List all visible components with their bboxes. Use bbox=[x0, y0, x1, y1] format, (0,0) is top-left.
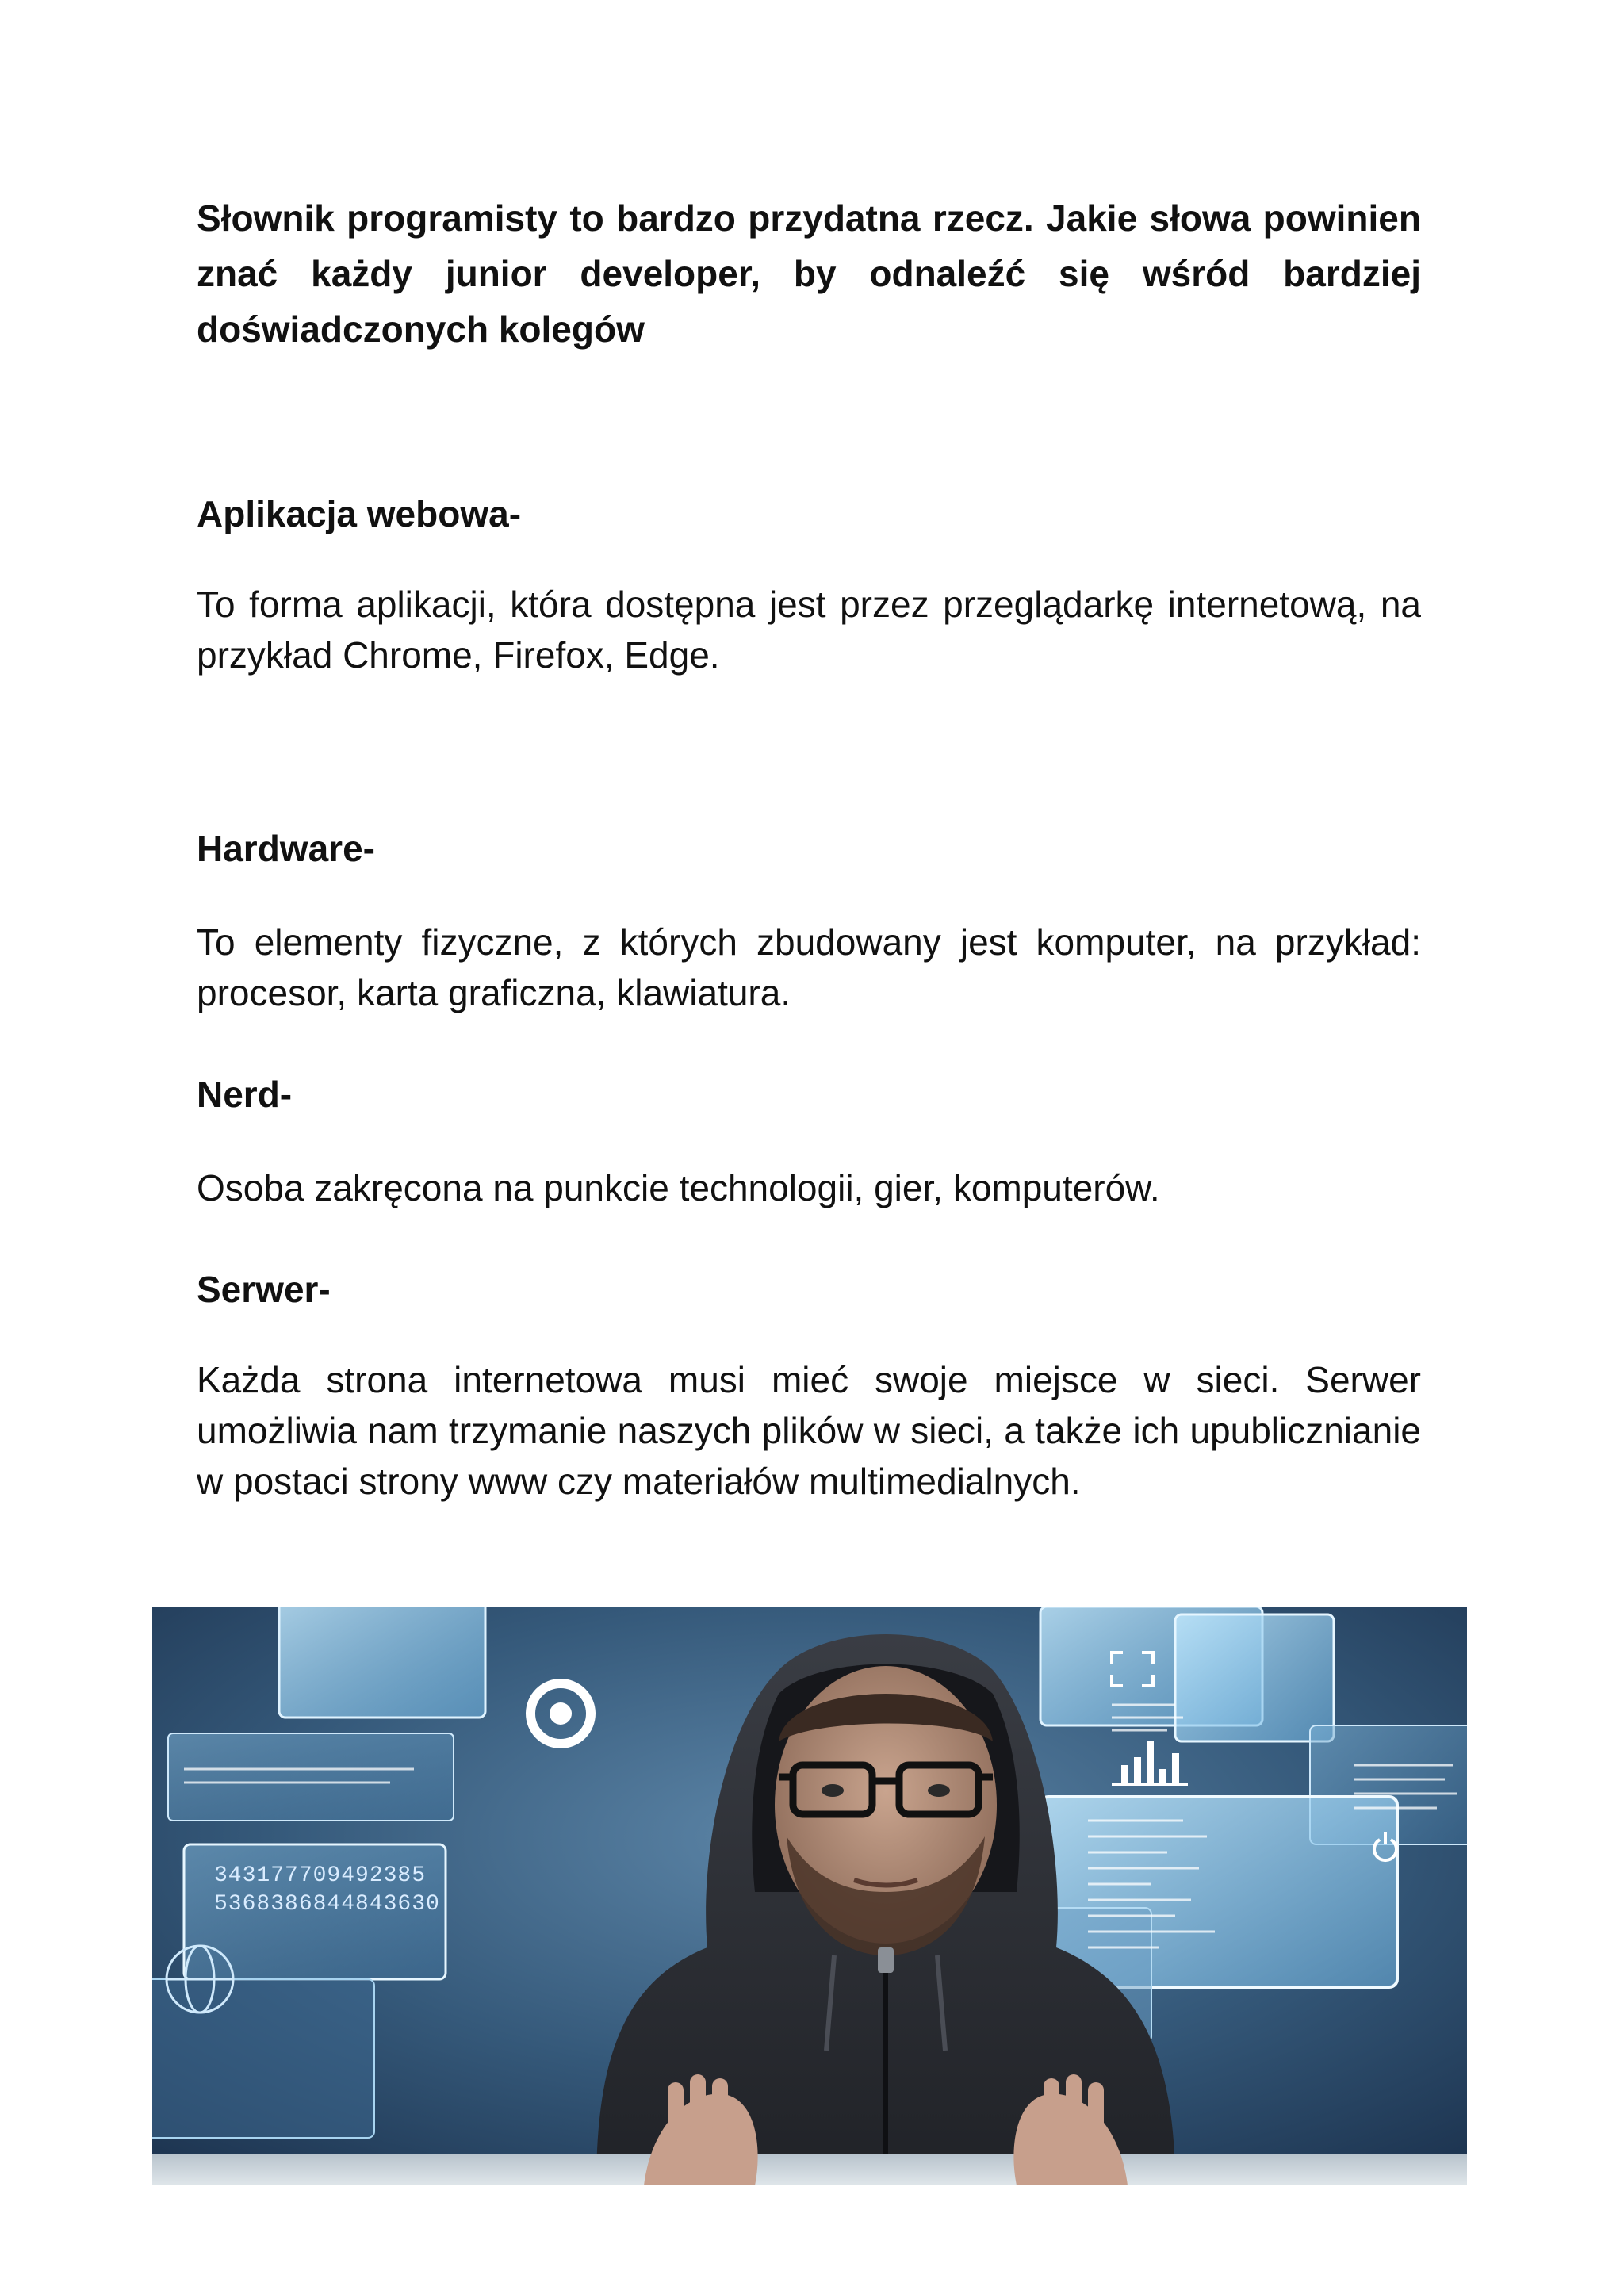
screen-panel bbox=[279, 1607, 485, 1718]
term-web-application: Aplikacja webowa- bbox=[197, 493, 522, 534]
panel-numbers bbox=[214, 1862, 440, 1919]
definition-nerd: Osoba zakręcona na punkcie technologii, gier, komputerów. bbox=[197, 1167, 1160, 1208]
desk bbox=[152, 2154, 1467, 2185]
panel-number-line: 5368386844843630 bbox=[214, 1892, 440, 1917]
panel-number-line: 343177709492385 bbox=[214, 1863, 427, 1888]
term-nerd: Nerd- bbox=[197, 1074, 293, 1115]
term-server: Serwer- bbox=[197, 1269, 331, 1310]
screen-panel bbox=[1175, 1614, 1334, 1741]
intro-paragraph: Słownik programisty to bardzo przydatna rzecz. Jakie słowa powinien znać każdy junior developer, by odnaleźć się wśród bardziej doświadczonych kolegów bbox=[197, 197, 1421, 350]
definition-web-application: To forma aplikacji, która dostępna jest przez przeglądarkę internetową, na przykład Chrome, Firefox, Edge. bbox=[197, 584, 1421, 676]
eye bbox=[928, 1784, 950, 1797]
definition-hardware: To elementy fizyczne, z których zbudowany jest komputer, na przykład: procesor, karta graficzna, klawiatura. bbox=[197, 921, 1421, 1013]
zipper-pull bbox=[878, 1947, 894, 1973]
screen-panel bbox=[152, 1979, 374, 2138]
definition-server: Każda strona internetowa musi mieć swoje miejsce w sieci. Serwer umożliwia nam trzymanie naszych plików w sieci, a także ich upublicznianie w postaci strony www czy materiałów multimedialnych. bbox=[197, 1359, 1421, 1502]
term-hardware: Hardware- bbox=[197, 828, 375, 869]
hacker-photo bbox=[152, 1607, 1467, 2185]
screen-panel bbox=[168, 1733, 454, 1821]
eye bbox=[822, 1784, 844, 1797]
